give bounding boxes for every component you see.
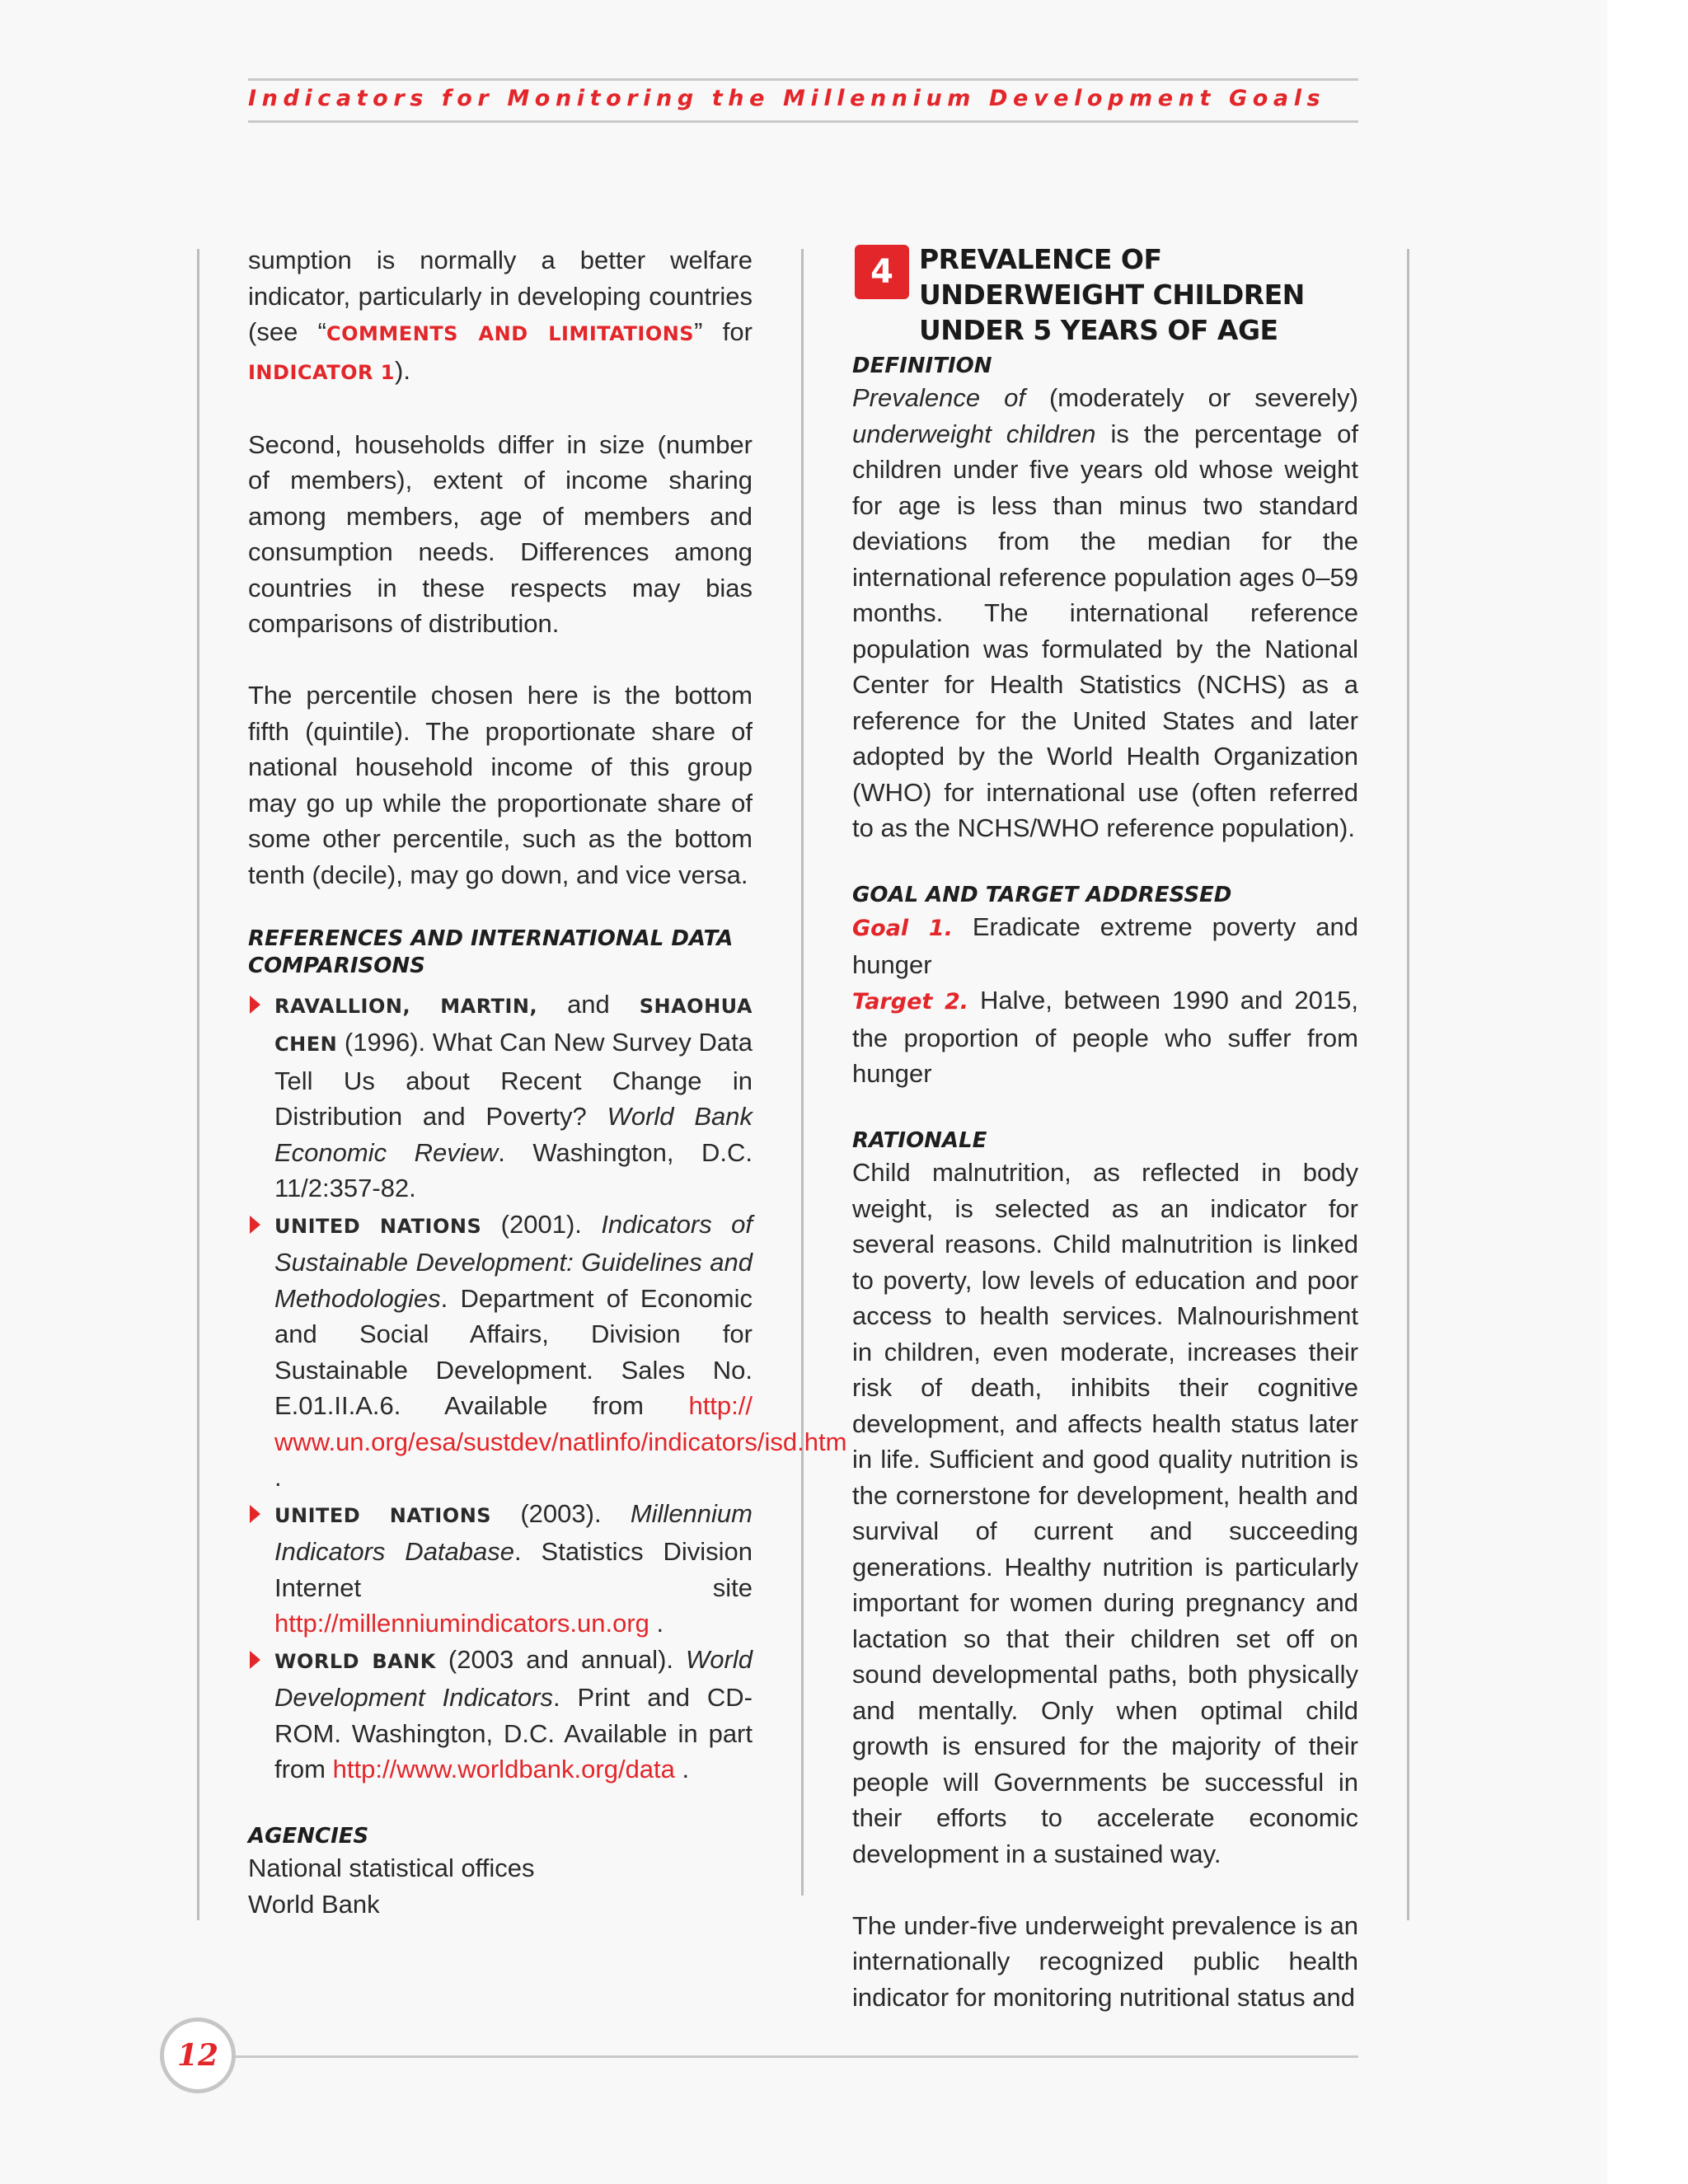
column-divider-line: [801, 249, 804, 1896]
rationale-paragraph-1: Child malnutrition, as reflected in body weight, is selected as an indicator for several reasons. Child malnutrition is linked to poverty, low levels of education and poor access to health services. Malnourishment in children, even moderate, increases their risk of death, inhibits their cognitive development, and affects health status later in life. Sufficient and good quality nutrition is the cornerstone for development, health and survival of current and succeeding generations. Healthy nutrition is particularly important for women during pregnancy and lactation so that their children set off on sound developmental paths, both physically and mentally. Only when optimal child growth is ensured for the majority of their people will Governments be successful in their efforts to accelerate economic development in a sustained way.: [852, 1158, 1358, 1868]
header-rule-bottom: [248, 120, 1358, 123]
goal-target-heading: GOAL AND TARGET ADDRESSED: [852, 883, 1232, 907]
rationale-heading: RATIONALE: [852, 1128, 987, 1153]
reference-item: UNITED NATIONS (2003). Millennium Indicators Database. Statistics Division Internet site http://millenniumindicators.un.org .: [248, 1496, 753, 1642]
bullet-triangle-icon: [250, 996, 260, 1014]
right-column: [852, 353, 1358, 2015]
goal-line: Goal 1. Eradicate extreme poverty and hunger: [852, 912, 1358, 979]
definition-heading: DEFINITION: [852, 354, 992, 378]
agency-item: World Bank: [248, 1889, 380, 1919]
left-paragraph-2: Second, households differ in size (number of members), extent of income sharing among members, age of members and consumption needs. Differences among countries in these respects may bias comparisons of distribution.: [248, 429, 753, 638]
bullet-triangle-icon: [250, 1216, 260, 1234]
reference-item: WORLD BANK (2003 and annual). World Development Indicators. Print and CD-ROM. Washington, D.C. Available in part from http://www.worldbank.org/data .: [248, 1642, 753, 1788]
bullet-triangle-icon: [250, 1505, 260, 1523]
section-title: PREVALENCE OF UNDERWEIGHT CHILDREN UNDER 5 YEARS OF AGE: [919, 243, 1305, 346]
definition-paragraph: Prevalence of (moderately or severely) underweight children is the percentage of children under five years old whose weight for age is less than minus two standard deviations from the median for the international reference population ages 0–59 months. The international reference population was formulated by the National Center for Health Statistics (NCHS) as a reference for the United States and later adopted by the World Health Organization (WHO) for international use (often referred to as the NCHS/WHO reference population).: [852, 383, 1358, 842]
millennium-indicators-link[interactable]: http://millenniumindicators.un.org: [274, 1609, 649, 1638]
references-list: [248, 987, 847, 1788]
bullet-triangle-icon: [250, 1651, 260, 1669]
header-rule-top: [248, 78, 1358, 81]
agency-item: National statistical offices: [248, 1854, 535, 1882]
footer-rule: [236, 2055, 1358, 2058]
comments-limitations-link[interactable]: COMMENTS AND LIMITATIONS: [326, 322, 695, 345]
left-paragraph-3: The percentile chosen here is the bottom fifth (quintile). The proportionate share of national household income of this group may go up while the proportionate share of some other percentile, such as the bottom tenth (decile), may go down, and vice versa.: [248, 681, 753, 889]
reference-item: UNITED NATIONS (2001). Indicators of Sustainable Development: Guidelines and Methodologies. Department of Economic and Social Affairs, Division for Sustainable Development. Sales No. E.01.II.A.6. Available from http:// www.un.org/esa/sustdev/natlinfo/indicators/isd.htm .: [248, 1207, 753, 1496]
references-heading: REFERENCES AND INTERNATIONAL DATA COMPARISONS: [248, 926, 734, 978]
un-sustdev-link[interactable]: http:// www.un.org/esa/sustdev/natlinfo/indicators/isd.htm: [274, 1391, 847, 1456]
rationale-paragraph-2: The under-five underweight prevalence is an internationally recognized public health indicator for monitoring nutritional status and: [852, 1910, 1358, 2012]
left-column: [248, 242, 847, 1922]
worldbank-data-link[interactable]: http://www.worldbank.org/data: [332, 1755, 675, 1783]
agencies-heading: AGENCIES: [248, 1824, 369, 1849]
section-number-badge: 4: [855, 245, 909, 299]
page-number: 12: [176, 2038, 219, 2073]
indicator-1-link[interactable]: INDICATOR 1: [248, 360, 395, 384]
reference-item: RAVALLION, MARTIN, and SHAOHUA CHEN (1996). What Can New Survey Data Tell Us about Recent Change in Distribution and Poverty? World Bank Economic Review. Washington, D.C. 11/2:357-82.: [248, 987, 753, 1207]
target-line: Target 2. Halve, between 1990 and 2015, the proportion of people who suffer from hunger: [852, 986, 1358, 1088]
running-title: Indicators for Monitoring the Millennium Development Goals: [248, 86, 1326, 111]
right-margin-line: [1407, 249, 1409, 1920]
left-margin-line: [197, 249, 199, 1920]
page-number-circle: [160, 2018, 236, 2093]
left-paragraph-1: sumption is normally a better welfare indicator, particularly in developing countries (see “COMMENTS AND LIMITATIONS” for INDICATOR 1).: [248, 246, 753, 385]
